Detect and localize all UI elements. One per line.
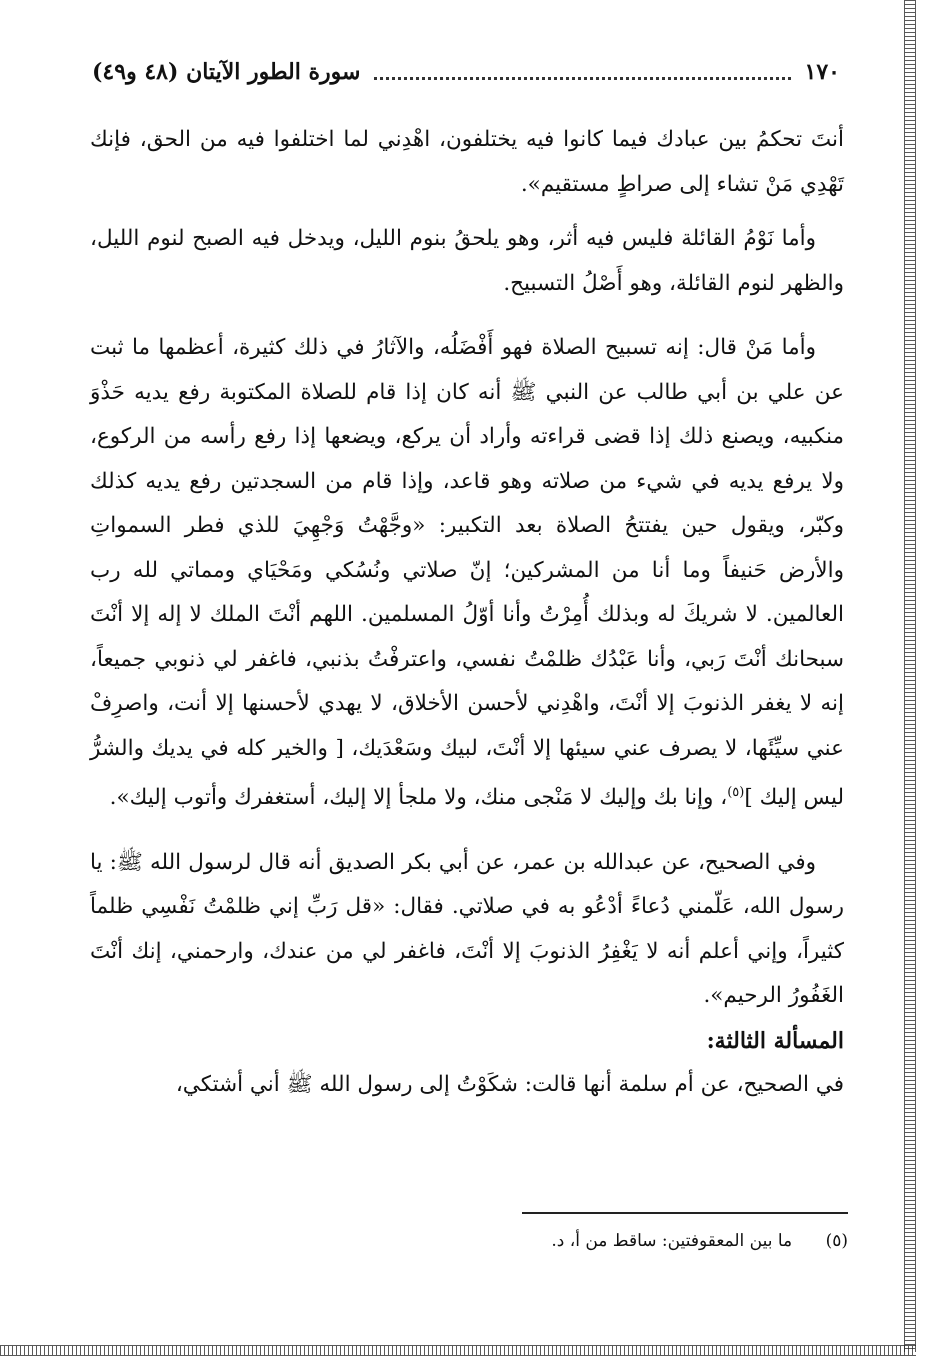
header-dot-leader [374,77,790,80]
paragraph-3 [90,326,844,821]
paragraph-4: وفي الصحيح، عن عبدالله بن عمر، عن أبي بكر الصديق أنه قال لرسول الله ﷺ: يا رسول الله، عَلّمني دُعاءً أدْعُو به في صلاتي. فقال: «قل رَبِّ إني ظلمْتُ نَفْسِي ظلماً كثيراً، وإني أعلم أنه لا يَغْفِرُ الذنوبَ إلا أنْتَ، فاغفر لي من عندك، وارحمني، إنك أنْتَ الغَفُورُ الرحيم». [90,849,844,1009]
footnote-number: (٥) [825,1231,848,1251]
page-number: ١٧٠ [804,59,840,85]
paragraph-2: وأما نَوْمُ القائلة فليس فيه أثر، وهو يلحقُ بنوم الليل، ويدخل فيه الصبح لنوم الليل، والظهر لنوم القائلة، وهو أَصْلُ التسبيح. [90,226,844,296]
section-heading: المسألة الثالثة: [706,1027,844,1054]
footnote [248,1226,848,1256]
running-title: سورة الطور الآيتان (٤٨ و٤٩) [92,59,361,85]
decorative-border-bottom [0,1345,916,1356]
paragraph-3-tail: ، وإنا بك وإليك لا مَنْجى منك، ولا ملجأ إلا إليك، أستغفرك وأتوب إليك». [109,785,728,811]
paragraph-1: أنتَ تحكمُ بين عبادك فيما كانوا فيه يختلفون، اهْدِني لما اختلفوا فيه من الحق، فإنك تَهْدِي مَنْ تشاء إلى صراطٍ مستقيم». [90,127,844,197]
paragraph-3-text: وأما مَنْ قال: إنه تسبيح الصلاة فهو أَفْضَلُه، والآثارُ في ذلك كثيرة، أعظمها ما ثبت عن علي بن أبي طالب عن النبي ﷺ أنه كان إذا قام للصلاة المكتوبة رفع يديه حَذْوَ منكبيه، ويصنع ذلك إذا قضى قراءته وأراد أن يركع، ويضعها إذا رفع رأسه من الركوع، ولا يرفع يديه في شيء من صلاته وهو قاعد، وإذا قام من السجدتين رفع يديه كذلك وكبّر، ويقول حين يفتتحُ الصلاة بعد التكبير: «وجَّهْتُ وَجْهِيَ للذي فطر السمواتِ والأرض حَنيفاً وما أنا من المشركين؛ إنّ صلاتي ونُسُكي ومَحْيَاي ومماتي لله رب العالمين. لا شريكَ له وبذلك أُمِرْتُ وأنا أوّلُ المسلمين. اللهم أنْتَ الملك لا إله إلا أنْتَ سبحانك أنْتَ رَبي، وأنا عَبْدُك ظلمْتُ نفسي، واعترفْتُ بذنبي، فاغفر لي ذنوبي جميعاً، إنه لا يغفر الذنوبَ إلا أنْتَ، واهْدِني لأحسن الأخلاق، لا يهدي لأحسنها إلا أنت، واصرِفْ عني سيِّئَها، لا يصرف عني سيئها إلا أنْتَ، لبيك وسَعْدَيك، [ والخير كله في يديك والشرُّ ليس إليك ] [90,335,844,811]
main-text [90,118,844,1108]
footnote-separator [522,1212,848,1214]
paragraph-5: في الصحيح، عن أم سلمة أنها قالت: شكَوْتُ إلى رسول الله ﷺ أني أشتكي، [175,1072,844,1098]
decorative-border-right [904,0,916,1352]
page-header [92,52,840,92]
footnote-text: ما بين المعقوفتين: ساقط من أ، د. [551,1231,793,1251]
footnote-reference: (٥) [727,785,745,800]
